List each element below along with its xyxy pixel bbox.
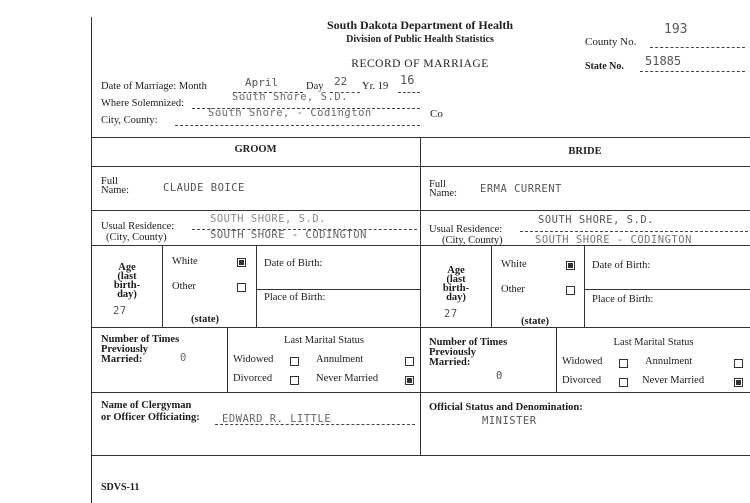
year-label: Yr. 19 xyxy=(362,81,389,92)
groom-white-checkbox[interactable] xyxy=(237,258,246,267)
bride-annulment-label: Annulment xyxy=(645,356,693,367)
groom-divorced-checkbox[interactable] xyxy=(290,376,299,385)
groom-never-married-label: Never Married xyxy=(316,373,379,384)
groom-other-label: Other xyxy=(172,281,196,292)
groom-annulment-label: Annulment xyxy=(316,354,364,365)
groom-full-name-label: Full xyxy=(101,176,118,187)
bride-dob-label: Date of Birth: xyxy=(592,260,651,271)
year-line xyxy=(398,92,420,93)
bride-white-checkbox[interactable] xyxy=(566,261,575,270)
bride-age-sub-3: day) xyxy=(446,292,466,303)
bride-pob-label: Place of Birth: xyxy=(592,294,654,305)
bride-heading: BRIDE xyxy=(568,146,602,157)
groom-times-value: 0 xyxy=(180,352,187,364)
city-suffix: Co xyxy=(430,108,443,120)
groom-dob-label: Date of Birth: xyxy=(264,258,323,269)
groom-white-label: White xyxy=(172,256,198,267)
groom-full-name: CLAUDE BOICE xyxy=(163,182,245,194)
official-status-value: MINISTER xyxy=(482,415,537,427)
bride-other-label: Other xyxy=(501,284,525,295)
state-no-label: State No. xyxy=(585,61,624,72)
groom-times-label-3: Married: xyxy=(101,354,143,365)
date-of-marriage-label: Date of Marriage: Month xyxy=(101,81,207,92)
marital-rule xyxy=(91,392,750,393)
bride-residence-label: Usual Residence: xyxy=(429,224,503,235)
bride-annulment-checkbox[interactable] xyxy=(734,359,743,368)
official-status-label: Official Status and Denomination: xyxy=(429,402,583,413)
bride-residence-line-1: SOUTH SHORE, S.D. xyxy=(538,214,654,226)
clergy-rule xyxy=(91,455,750,456)
bride-residence-line-2: SOUTH SHORE - CODINGTON xyxy=(535,234,692,246)
year-value: 16 xyxy=(400,73,415,87)
day-label: Day xyxy=(306,81,324,92)
groom-birth-rule xyxy=(256,289,420,290)
bride-full-name-label: Full xyxy=(429,179,446,190)
form-id: SDVS-11 xyxy=(101,482,140,493)
bride-never-married-checkbox[interactable] xyxy=(734,378,743,387)
agency-title: South Dakota Department of Health xyxy=(327,18,513,32)
month-value: April xyxy=(245,76,279,89)
groom-age-sub-1: (last xyxy=(117,271,137,282)
groom-residence-line-1: SOUTH SHORE, S.D. xyxy=(210,213,326,225)
heading-rule xyxy=(91,166,750,167)
bride-white-label: White xyxy=(501,259,527,270)
age-rule xyxy=(91,327,750,328)
groom-age-sub-3: day) xyxy=(117,289,137,300)
groom-other-checkbox[interactable] xyxy=(237,283,246,292)
state-no-value: 51885 xyxy=(645,54,682,68)
bride-times-value: 0 xyxy=(496,370,503,382)
bride-age-divider xyxy=(491,245,492,327)
groom-age-value: 27 xyxy=(113,305,127,317)
bride-other-checkbox[interactable] xyxy=(566,286,575,295)
clergy-line xyxy=(215,424,415,425)
bride-times-label-1: Number of Times xyxy=(429,337,508,348)
clergy-name: EDWARD R. LITTLE xyxy=(222,413,332,425)
bride-residence-rule xyxy=(520,231,748,232)
groom-pob-label: Place of Birth: xyxy=(264,292,326,303)
county-no-value: 193 xyxy=(664,22,688,37)
left-border xyxy=(91,17,92,503)
bride-widowed-label: Widowed xyxy=(562,356,603,367)
clergy-label-2: or Officer Officiating: xyxy=(101,412,200,423)
groom-age-sub-2: birth- xyxy=(113,280,141,291)
name-rule xyxy=(91,210,750,211)
record-title: RECORD OF MARRIAGE xyxy=(351,58,489,70)
state-no-line xyxy=(640,71,745,72)
groom-annulment-checkbox[interactable] xyxy=(405,357,414,366)
city-line xyxy=(175,125,420,126)
bride-residence-sublabel: (City, County) xyxy=(442,235,503,246)
groom-times-label-2: Previously xyxy=(101,344,149,355)
bride-marital-heading: Last Marital Status xyxy=(613,337,694,348)
groom-age-label: Age xyxy=(118,262,136,273)
groom-age-divider xyxy=(162,245,163,327)
bride-times-label-2: Previously xyxy=(429,347,477,358)
city-county-label: City, County: xyxy=(101,115,158,126)
where-value: South Shore, S.D. xyxy=(232,91,348,103)
bride-state-label: (state) xyxy=(521,316,549,327)
groom-residence-sublabel: (City, County) xyxy=(106,232,167,243)
city-value: South Shore, - Codington xyxy=(208,107,372,119)
groom-divorced-label: Divorced xyxy=(233,373,273,384)
groom-heading: GROOM xyxy=(234,144,277,155)
groom-never-married-checkbox[interactable] xyxy=(405,376,414,385)
where-solemnized-label: Where Solemnized: xyxy=(101,98,185,109)
groom-state-label: (state) xyxy=(191,314,219,325)
bride-times-label-3: Married: xyxy=(429,357,471,368)
groom-name-label: Name: xyxy=(101,185,129,196)
county-no-line xyxy=(650,47,745,48)
groom-residence-label: Usual Residence: xyxy=(101,221,175,232)
groom-widowed-checkbox[interactable] xyxy=(290,357,299,366)
bride-widowed-checkbox[interactable] xyxy=(619,359,628,368)
bride-age-value: 27 xyxy=(444,308,458,320)
bride-race-divider xyxy=(584,245,585,327)
groom-marital-heading: Last Marital Status xyxy=(284,335,364,346)
bride-age-label: Age xyxy=(447,265,465,276)
bride-divorced-checkbox[interactable] xyxy=(619,378,628,387)
bride-divorced-label: Divorced xyxy=(562,375,602,386)
clergy-label-1: Name of Clergyman xyxy=(101,400,192,411)
day-value: 22 xyxy=(334,75,348,88)
groom-widowed-label: Widowed xyxy=(233,354,274,365)
county-no-label: County No. xyxy=(585,36,637,48)
bride-age-sub-2: birth- xyxy=(442,283,470,294)
bride-never-married-label: Never Married xyxy=(642,375,705,386)
bride-age-sub-1: (last xyxy=(446,274,466,285)
division-title: Division of Public Health Statistics xyxy=(346,34,494,45)
bride-birth-rule xyxy=(584,289,750,290)
groom-race-divider xyxy=(256,245,257,327)
groom-times-label-1: Number of Times xyxy=(101,334,180,345)
bride-full-name: ERMA CURRENT xyxy=(480,183,562,195)
bride-name-label: Name: xyxy=(429,188,457,199)
groom-residence-line-2: SOUTH SHORE - CODINGTON xyxy=(210,229,367,241)
